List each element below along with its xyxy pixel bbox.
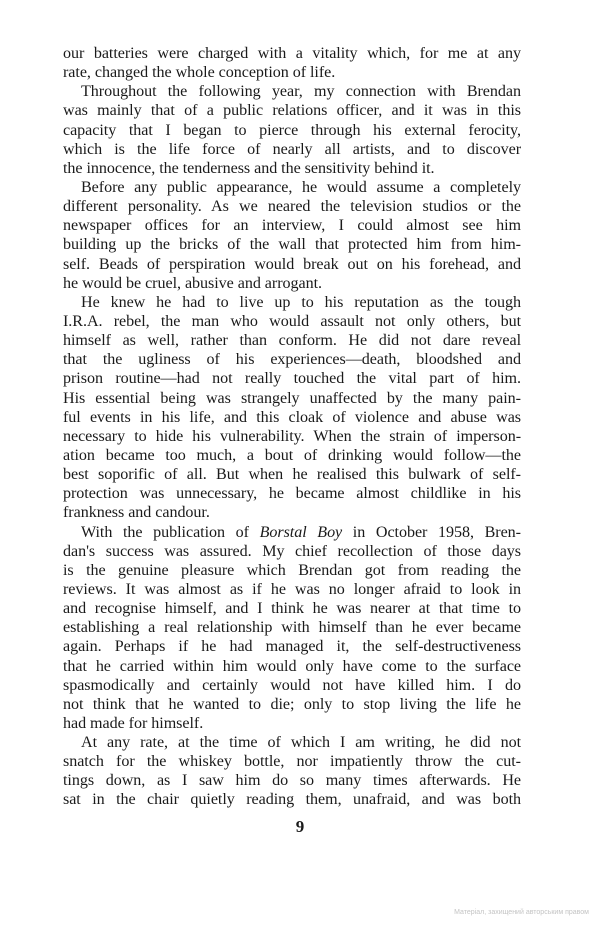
paragraph-first-line: Throughout the following year, my connection with Brendan bbox=[81, 83, 521, 101]
text-line: that the ugliness of his experiences—death, bloodshed and bbox=[63, 351, 521, 369]
paragraph-first-line: At any rate, at the time of which I am writing, he did not bbox=[81, 734, 521, 752]
text-line: not think that he wanted to die; only to stop living the life he bbox=[63, 695, 521, 713]
text-line: had made for himself. bbox=[63, 714, 204, 732]
text-line: prison routine—had not really touched the vital part of him. bbox=[63, 370, 521, 388]
paragraph-first-line: He knew he had to live up to his reputation as the tough bbox=[81, 293, 521, 311]
text-line: His essential being was strangely unaffected by the many pain- bbox=[63, 389, 521, 407]
paragraph-first-line bbox=[63, 523, 521, 542]
text-line: newspaper offices for an interview, I could almost see him bbox=[63, 217, 521, 235]
text-line: tings down, as I saw him do so many times afterwards. He bbox=[63, 772, 521, 790]
page-number: 9 bbox=[295, 817, 305, 836]
text-line: the innocence, the tenderness and the sensitivity behind it. bbox=[63, 159, 435, 177]
text-line: I.R.A. rebel, the man who would assault not only others, but bbox=[63, 312, 521, 330]
text-line: was mainly that of a public relations officer, and it was in this bbox=[63, 102, 521, 120]
text-line: snatch for the whiskey bottle, nor impatiently throw the cut- bbox=[63, 753, 521, 771]
text-line: establishing a real relationship with himself than he ever became bbox=[63, 619, 521, 637]
text-line: different personality. As we neared the television studios or the bbox=[63, 198, 521, 216]
body-text bbox=[63, 44, 521, 810]
text-line: our batteries were charged with a vitality which, for me at any bbox=[63, 45, 521, 62]
text-line: he would be cruel, abusive and arrogant. bbox=[63, 274, 322, 292]
text-line: ation became too much, a bout of drinking would follow—the bbox=[63, 446, 521, 464]
text-line: sat in the chair quietly reading them, unafraid, and was both bbox=[63, 791, 521, 809]
text-line: reviews. It was almost as if he was no longer afraid to look in bbox=[63, 580, 521, 598]
book-title: Borstal Boy bbox=[259, 523, 343, 541]
text-line: best soporific of all. But when he realised this bulwark of self- bbox=[63, 466, 521, 484]
text-line: protection was unnecessary, he became almost childlike in his bbox=[63, 485, 521, 503]
text-line: is the genuine pleasure which Brendan got from reading the bbox=[63, 561, 521, 579]
text-line: rate, changed the whole conception of life. bbox=[63, 64, 336, 82]
text-line: building up the bricks of the wall that protected him from him- bbox=[63, 236, 521, 254]
text-line: capacity that I began to pierce through his external ferocity, bbox=[63, 121, 521, 139]
text-line: dan's success was assured. My chief recollection of those days bbox=[63, 542, 521, 560]
text-line: spasmodically and certainly would not have killed him. I do bbox=[63, 676, 521, 694]
text-line: frankness and candour. bbox=[63, 504, 210, 522]
text-line: that he carried within him would only have come to the surface bbox=[63, 657, 521, 675]
text-line: and recognise himself, and I think he was nearer at that time to bbox=[63, 600, 521, 618]
text-line: which is the life force of nearly all artists, and to discover bbox=[63, 140, 521, 158]
text-line: again. Perhaps if he had managed it, the self-destructiveness bbox=[63, 638, 521, 656]
copyright-watermark: Матеріал, захищений авторським правом bbox=[454, 909, 589, 916]
text-line: necessary to hide his vulnerability. When the strain of imperson- bbox=[63, 427, 521, 445]
text-line: ful events in his life, and this cloak of violence and abuse was bbox=[63, 408, 521, 426]
text-run: With the publication of bbox=[81, 523, 260, 541]
text-line: self. Beads of perspiration would break out on his forehead, and bbox=[63, 255, 521, 273]
text-run: in October 1958, Bren- bbox=[342, 523, 521, 541]
text-line: himself as well, rather than conform. He did not dare reveal bbox=[63, 332, 521, 350]
paragraph-first-line: Before any public appearance, he would assume a completely bbox=[81, 178, 521, 196]
